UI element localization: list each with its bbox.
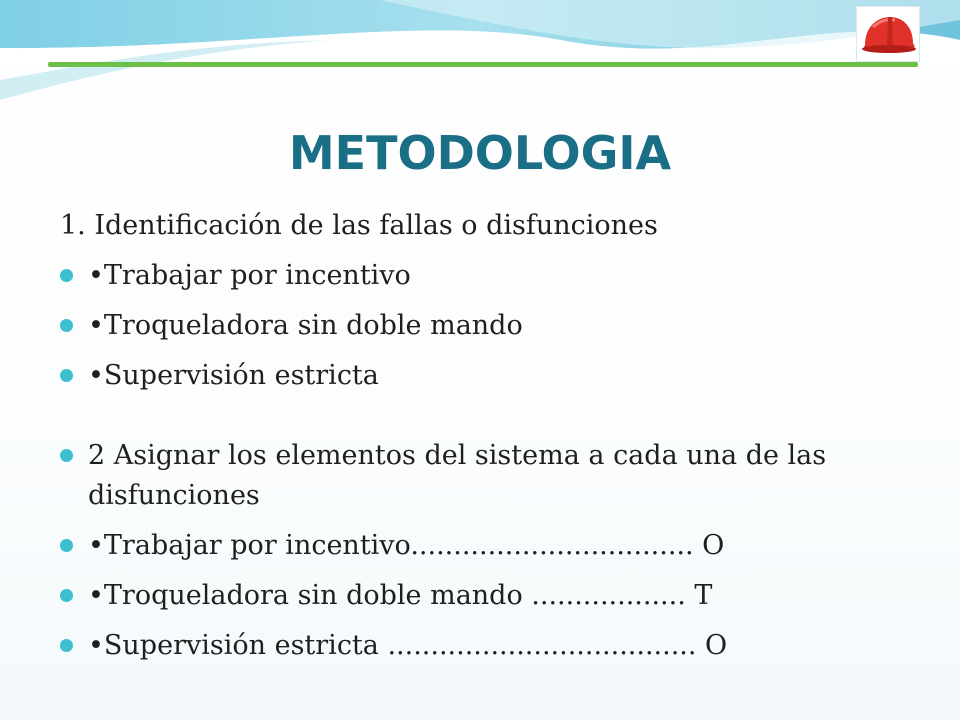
list-item [60, 256, 910, 296]
bullet-dot-icon [60, 449, 73, 462]
bullet-dot-icon [60, 269, 73, 282]
list-item [60, 206, 910, 246]
list-item-text: 1. Identificación de las fallas o disfunciones [60, 210, 658, 241]
slide-body [60, 206, 910, 676]
list-item [60, 576, 910, 616]
slide-title: METODOLOGIA [288, 126, 672, 180]
list-item-text: •Trabajar por incentivo................................. O [88, 530, 725, 561]
bullet-dot-icon [60, 539, 73, 552]
list-item [60, 626, 910, 666]
logo-frame [856, 6, 920, 62]
bullet-dot-icon [60, 319, 73, 332]
list-item [60, 436, 910, 516]
bullet-dot-icon [60, 639, 73, 652]
header-wave-decoration [0, 0, 960, 120]
bullet-dot-icon [60, 589, 73, 602]
list-item-text: •Trabajar por incentivo [88, 260, 411, 291]
list-item-text: •Troqueladora sin doble mando [88, 310, 523, 341]
list-item-text: 2 Asignar los elementos del sistema a cada una de las disfunciones [88, 440, 827, 511]
hard-hat-icon [857, 7, 919, 61]
list-item [60, 526, 910, 566]
bullet-dot-icon [60, 369, 73, 382]
list-item-text: •Supervisión estricta .................................... O [88, 630, 728, 661]
list-item [60, 356, 910, 396]
list-item-text: •Supervisión estricta [88, 360, 379, 391]
list-item [60, 306, 910, 346]
list-item-text: •Troqueladora sin doble mando .................. T [88, 580, 713, 611]
